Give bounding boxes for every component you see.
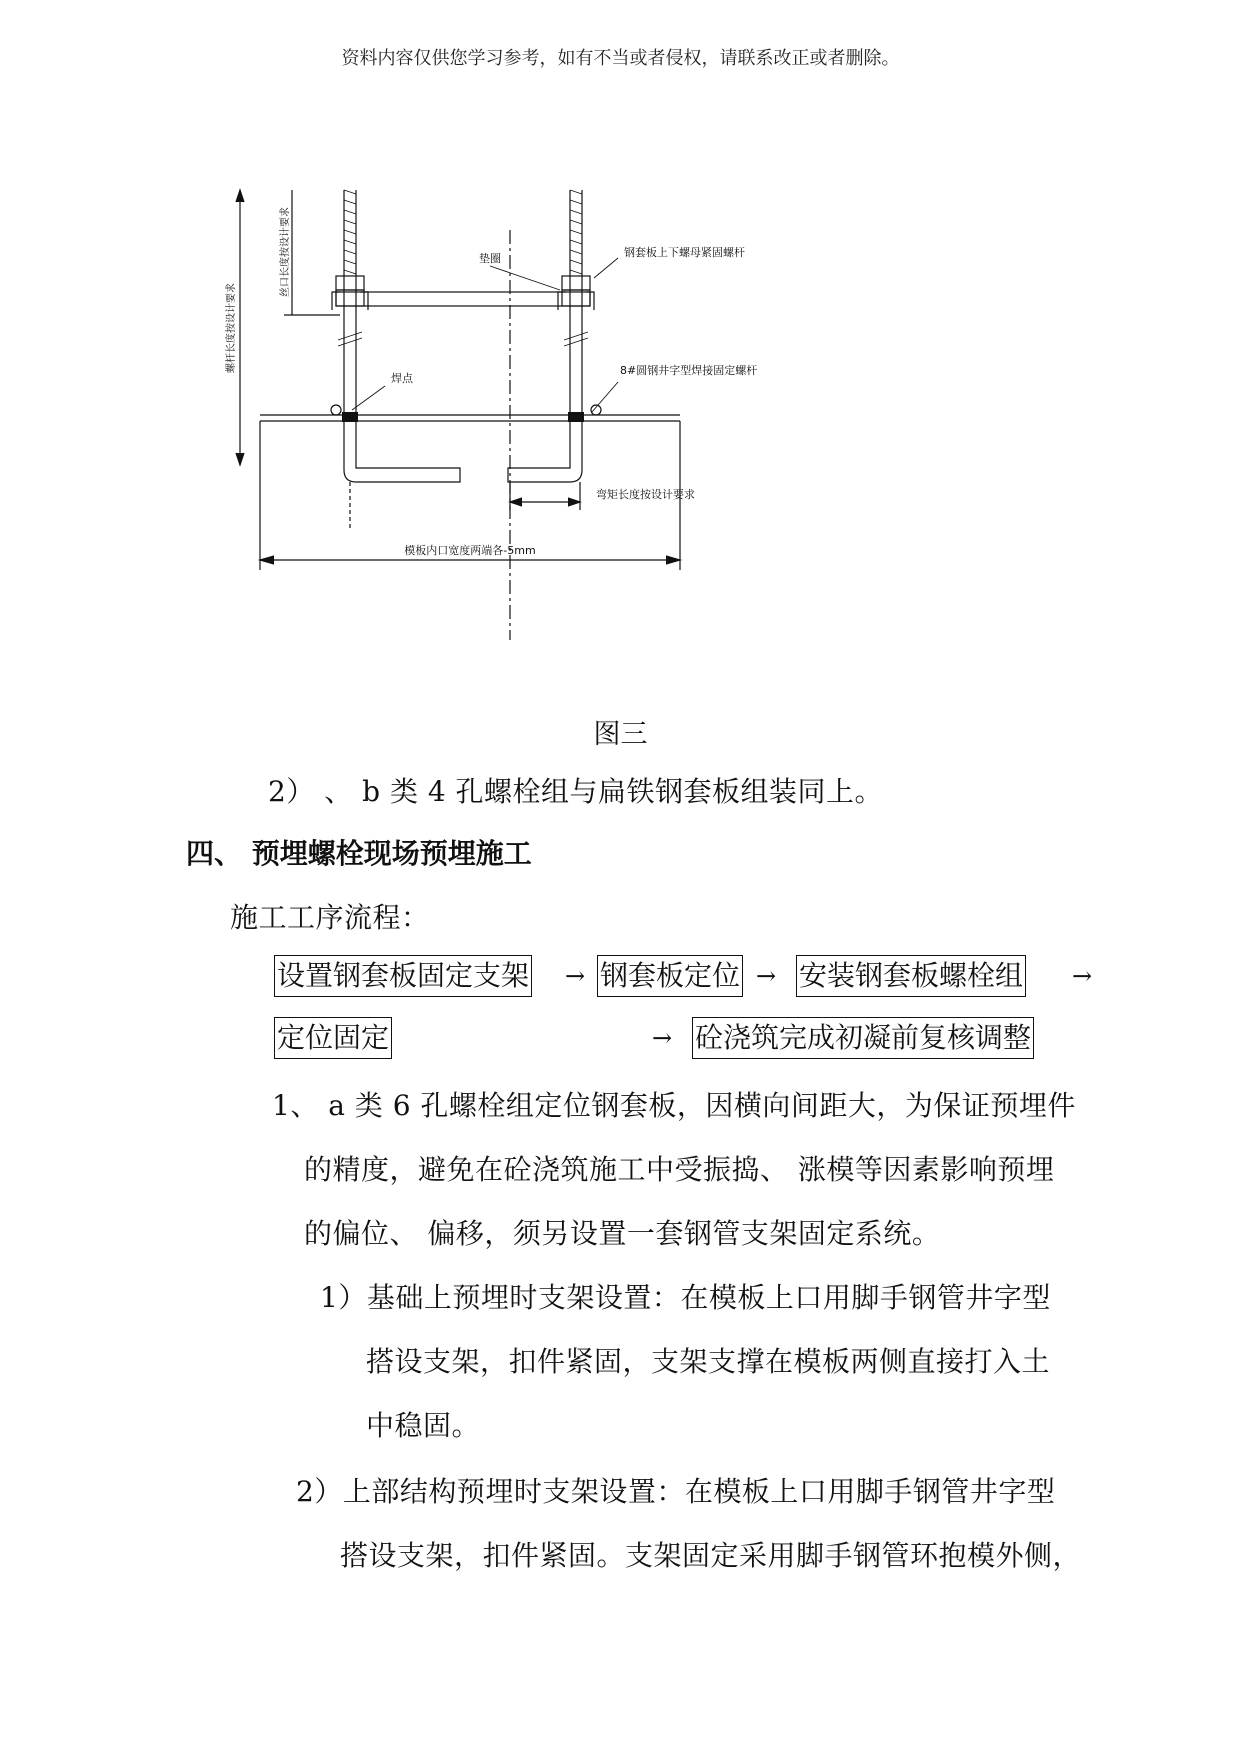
flow-arrow: →: [756, 962, 777, 990]
label-washer: 垫圈: [479, 252, 501, 265]
sub1-line1: 1）基础上预埋时支架设置：在模板上口用脚手钢管井字型: [320, 1281, 1051, 1314]
bolt-assembly-diagram: [226, 180, 820, 650]
sub2-line1: 2）上部结构预埋时支架设置：在模板上口用脚手钢管井字型: [296, 1475, 1056, 1508]
paragraph-b-type: 2） 、 b 类 4 孔螺栓组与扁铁钢套板组装同上。: [268, 775, 884, 808]
right-bolt: [508, 190, 594, 482]
label-inner-width: 模板内口宽度两端各-5mm: [404, 544, 536, 557]
sub1-line3: 中稳固。: [366, 1409, 481, 1442]
item1-line2: 的精度，避免在砼浇筑施工中受振捣、 涨模等因素影响预埋: [304, 1153, 1055, 1186]
flow-arrow: →: [565, 962, 586, 990]
flow-title: 施工工序流程：: [230, 901, 430, 934]
left-bolt: [332, 190, 460, 482]
label-round-steel: 8#圆钢井字型焊接固定螺杆: [620, 364, 758, 377]
flow-step-setup-support: 设置钢套板固定支架: [274, 955, 532, 997]
flow-arrow: →: [1072, 962, 1093, 990]
sub2-line2: 搭设支架，扣件紧固。支架固定采用脚手钢管环抱模外侧，: [340, 1539, 1082, 1572]
flow-arrow: →: [652, 1024, 673, 1052]
label-thread-length: 丝口长度按设计要求: [280, 207, 291, 297]
label-weld-point: 焊点: [391, 372, 413, 385]
sub1-line2: 搭设支架，扣件紧固，支架支撑在模板两侧直接打入土: [366, 1345, 1051, 1378]
page-header: 资料内容仅供您学习参考，如有不当或者侵权，请联系改正或者删除。: [341, 48, 900, 69]
figure-caption: 图三: [593, 719, 648, 750]
steel-plate: [336, 292, 590, 306]
flow-step-install-bolts: 安装钢套板螺栓组: [796, 955, 1026, 997]
item1-line3: 的偏位、 偏移，须另设置一套钢管支架固定系统。: [304, 1217, 941, 1250]
item1-line1: 1、 a 类 6 孔螺栓组定位钢套板，因横向间距大，为保证预埋件: [272, 1089, 1076, 1122]
flow-step-fix-position: 定位固定: [274, 1017, 392, 1059]
label-nut-fix: 钢套板上下螺母紧固螺杆: [624, 246, 745, 259]
section-heading: 四、 预埋螺栓现场预埋施工: [186, 837, 532, 870]
flow-step-plate-position: 钢套板定位: [597, 955, 743, 997]
left-weld: [342, 412, 358, 422]
right-weld: [568, 412, 584, 422]
label-bolt-length: 螺杆长度按设计要求: [226, 283, 237, 373]
flow-step-final-adjust: 砼浇筑完成初凝前复核调整: [692, 1017, 1034, 1059]
label-bend-length: 弯矩长度按设计要求: [596, 488, 695, 501]
